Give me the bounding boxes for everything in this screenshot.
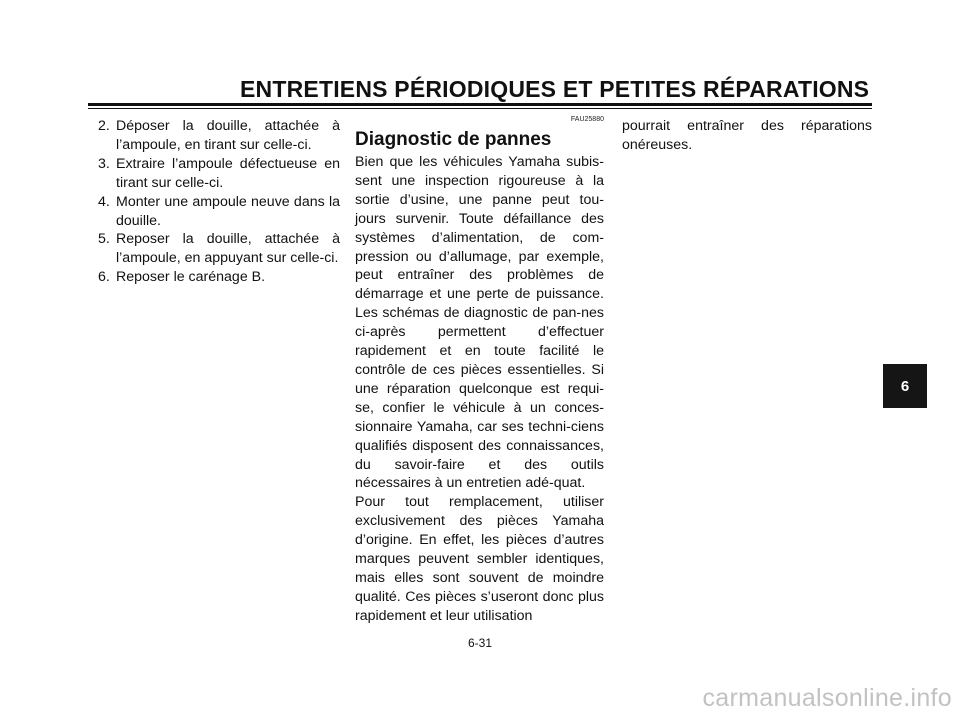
step-number: 2. [98, 118, 110, 134]
step-text: Monter une ampoule neuve dans la douille. [116, 193, 340, 229]
body-paragraph: Bien que les véhicules Yamaha subis-sent une inspection rigoureuse à la sortie d’usine, une panne peut tou-jours survenir. Toute défaillance des systèmes d’alimentation, de com-pression ou d’allumage, par exemple, peut entraîner des problèmes de démarrage et une perte de puissance. Les schémas de diagnostic de pan-nes ci-après permettent d’effectuer rapidement et en toute facilité le contrôle de ces pièces essentielles. Si une réparation quelconque est requi-se, confier le véhicule à un conces-sionnaire Yamaha, car ses techni-ciens qualifiés disposent des connaissances, du savoir-faire et des outils nécessaires à un entretien adé-quat. [355, 154, 604, 492]
step-text: Reposer la douille, attachée à l’ampoule, en appuyant sur celle-ci. [116, 231, 340, 267]
chapter-title: ENTRETIENS PÉRIODIQUES ET PETITES RÉPARATIONS [240, 76, 870, 102]
step-item [88, 155, 340, 193]
left-column [88, 117, 340, 287]
step-item [88, 268, 340, 287]
step-number: 5. [98, 231, 110, 248]
step-item [88, 193, 340, 231]
header-rule-thin [88, 108, 872, 109]
step-number: 3. [98, 155, 110, 172]
body-paragraph: Pour tout remplacement, utiliser exclusivement des pièces Yamaha d’origine. En effet, les pièces d’autres marques peuvent sembler identiques, mais elles sont souvent de moindre qualité. Ces pièces s’useront donc plus rapidement et leur utilisation [355, 494, 604, 624]
reference-code: FAU25880 [570, 116, 604, 123]
step-number: 4. [98, 193, 110, 210]
procedure-steps [88, 117, 340, 287]
page-number: 6-31 [467, 636, 493, 650]
step-text: Extraire l’ampoule défectueuse en tirant sur celle-ci. [116, 155, 340, 191]
chapter-tab: 6 [883, 364, 927, 408]
body-paragraph: pourrait entraîner des réparations onéreuses. [622, 118, 872, 153]
section-title: Diagnostic de pannes [355, 129, 552, 150]
step-number: 6. [98, 269, 110, 286]
step-item [88, 117, 340, 155]
watermark: carmanualsonline.info [702, 684, 952, 712]
step-text: Reposer le carénage B. [116, 269, 266, 286]
middle-column [355, 117, 604, 626]
header-rule-thick [88, 103, 872, 106]
right-column [622, 117, 872, 155]
step-text: Déposer la douille, attachée à l’ampoule, en tirant sur celle-ci. [116, 118, 340, 153]
step-item [88, 230, 340, 268]
